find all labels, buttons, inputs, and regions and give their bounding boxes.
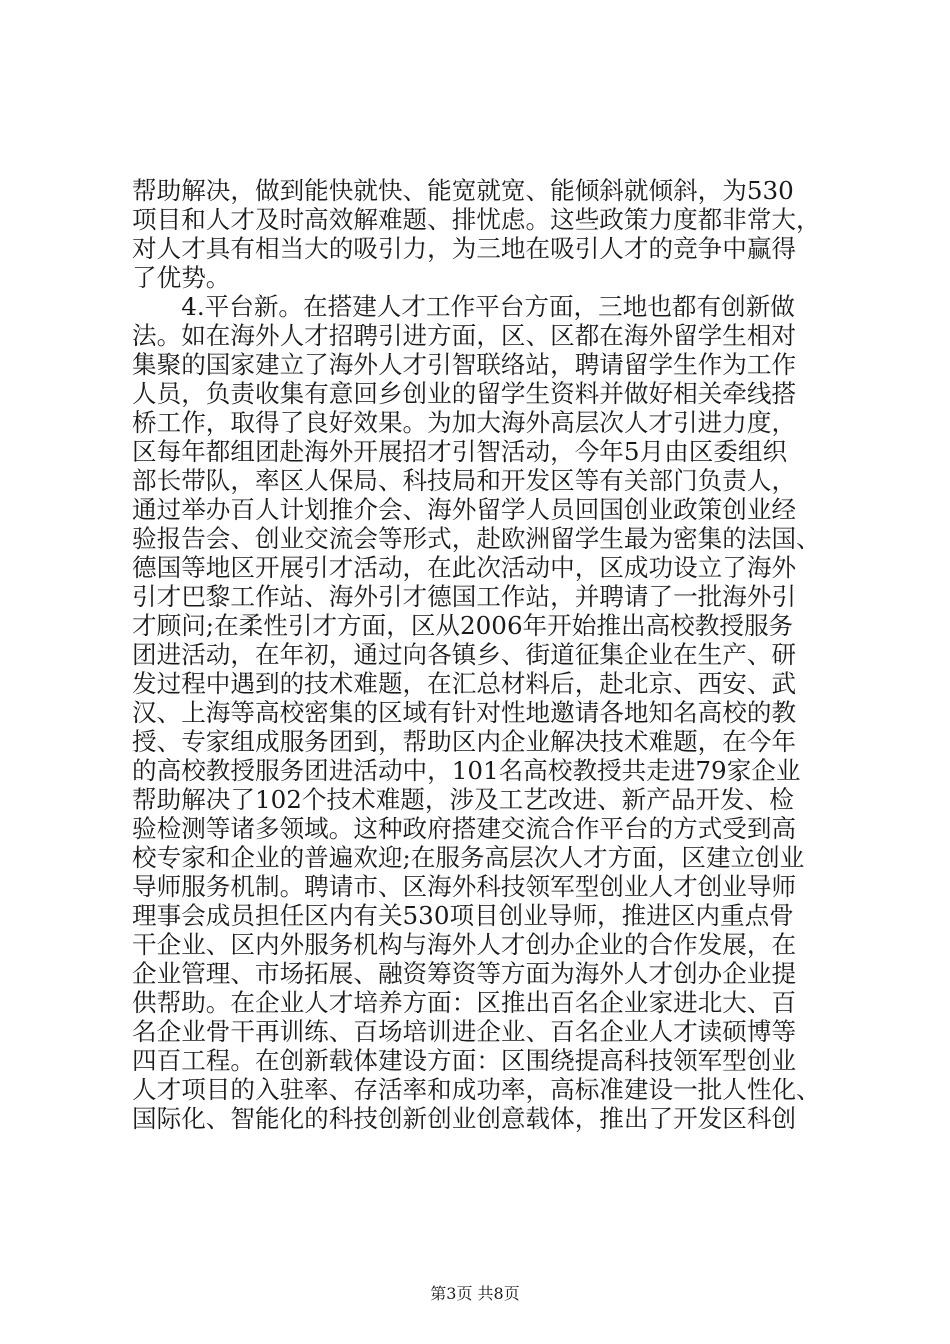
text-line: 了优势。 [132,263,231,292]
text-line: 4.平台新。在搭建人才工作平台方面，三地也都有创新做 [132,292,795,321]
text-line: 的高校教授服务团进活动中，101名高校教授共走进79家企业 [132,756,801,785]
text-line: 导师服务机制。聘请市、区海外科技领军型创业人才创业导师 [132,872,797,901]
text-line: 团进活动，在年初，通过向各镇乡、街道征集企业在生产、研 [132,640,797,669]
text-line: 对人才具有相当大的吸引力，为三地在吸引人才的竞争中赢得 [132,234,797,263]
text-line: 理事会成员担任区内有关530项目创业导师，推进区内重点骨 [132,901,794,930]
text-line: 才顾问;在柔性引才方面，区从2006年开始推出高校教授服务 [132,611,794,640]
text-line: 四百工程。在创新载体建设方面：区围绕提高科技领军型创业 [132,1046,797,1075]
text-line: 名企业骨干再训练、百场培训进企业、百名企业人才读硕博等 [132,1017,797,1046]
text-line: 帮助解决，做到能快就快、能宽就宽、能倾斜就倾斜，为530 [132,176,794,205]
text-line: 国际化、智能化的科技创新创业创意载体，推出了开发区科创 [132,1104,797,1133]
text-line: 汉、上海等高校密集的区域有针对性地邀请各地知名高校的教 [132,698,797,727]
page-footer: 第3页 共8页 [430,1284,520,1303]
text-line: 供帮助。在企业人才培养方面：区推出百名企业家进北大、百 [132,988,797,1017]
text-line: 验报告会、创业交流会等形式，赴欧洲留学生最为密集的法国、 [132,524,821,553]
text-line: 区每年都组团赴海外开展招才引智活动，今年5月由区委组织 [132,437,788,466]
text-line: 人员，负责收集有意回乡创业的留学生资料并做好相关牵线搭 [132,379,797,408]
text-line: 德国等地区开展引才活动，在此次活动中，区成功设立了海外 [132,553,797,582]
text-line: 企业管理、市场拓展、融资筹资等方面为海外人才创办企业提 [132,959,797,988]
text-line: 验检测等诸多领域。这种政府搭建交流合作平台的方式受到高 [132,814,797,843]
text-line: 桥工作，取得了良好效果。为加大海外高层次人才引进力度， [132,408,797,437]
text-line: 通过举办百人计划推介会、海外留学人员回国创业政策创业经 [132,495,797,524]
body-text [132,176,832,1133]
text-line: 帮助解决了102个技术难题，涉及工艺改进、新产品开发、检 [132,785,794,814]
text-line: 人才项目的入驻率、存活率和成功率，高标准建设一批人性化、 [132,1075,821,1104]
text-line: 法。如在海外人才招聘引进方面，区、区都在海外留学生相对 [132,321,797,350]
text-line: 授、专家组成服务团到，帮助区内企业解决技术难题，在今年 [132,727,797,756]
text-line: 集聚的国家建立了海外人才引智联络站，聘请留学生作为工作 [132,350,797,379]
text-line: 部长带队，率区人保局、科技局和开发区等有关部门负责人， [132,466,797,495]
text-line: 项目和人才及时高效解难题、排忧虑。这些政策力度都非常大， [132,205,821,234]
text-line: 干企业、区内外服务机构与海外人才创办企业的合作发展，在 [132,930,797,959]
text-line: 发过程中遇到的技术难题，在汇总材料后，赴北京、西安、武 [132,669,797,698]
text-line: 校专家和企业的普遍欢迎;在服务高层次人才方面，区建立创业 [132,843,805,872]
text-line: 引才巴黎工作站、海外引才德国工作站，并聘请了一批海外引 [132,582,797,611]
